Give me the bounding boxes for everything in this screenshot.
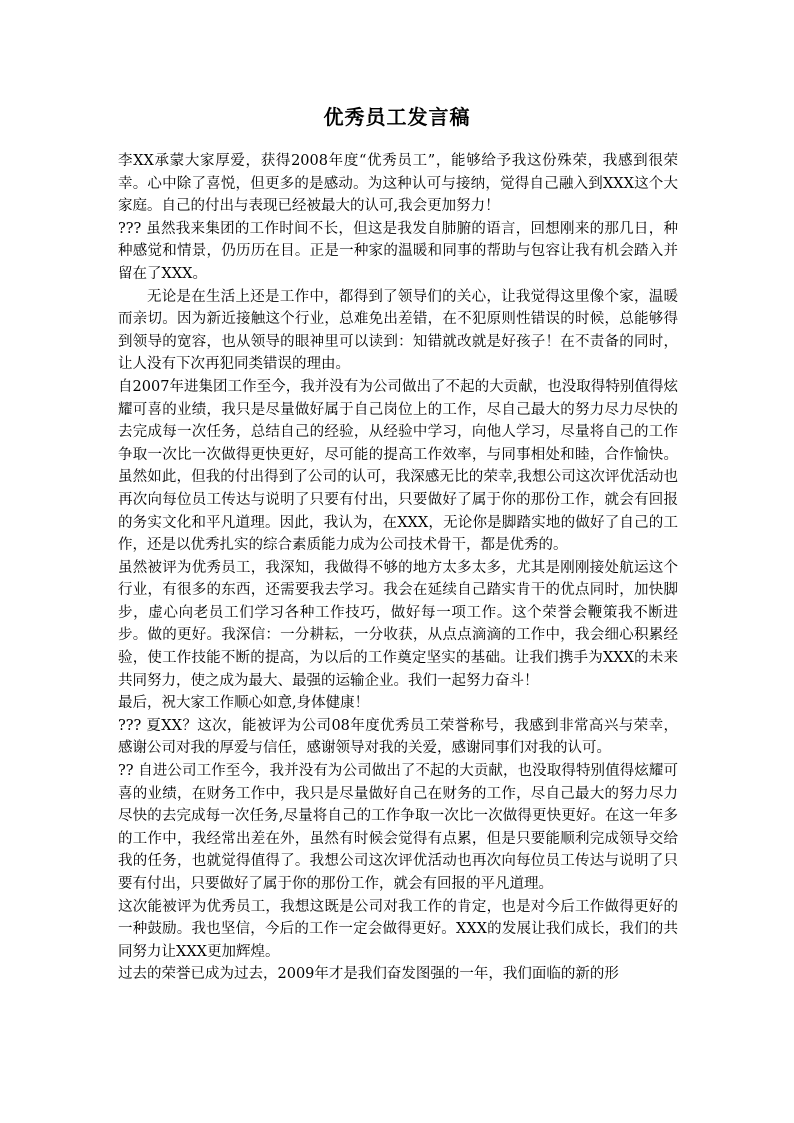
paragraph: 过去的荣誉已成为过去，2009年才是我们奋发图强的一年，我们面临的新的形 [118, 966, 619, 983]
document-body [118, 150, 678, 986]
document-title: 优秀员工发言稿 [323, 105, 471, 129]
paragraph: ??? 夏XX？这次，能被评为公司08年度优秀员工荣誉称号，我感到非常高兴与荣幸，感谢公司对我的厚爱与信任，感谢领导对我的关爱，感谢同事们对我的认可。 [118, 717, 678, 757]
paragraph: 虽然被评为优秀员工，我深知，我做得不够的地方太多太多，尤其是刚刚接处航运这个行业，有很多的东西，还需要我去学习。我会在延续自己踏实肯干的优点同时，加快脚步，虚心向老员工们学习各种工作技巧，做好每一项工作。这个荣誉会鞭策我不断进步。做的更好。我深信：一分耕耘，一分收获，从点点滴滴的工作中，我会细心积累经验，使工作技能不断的提高，为以后的工作奠定坚实的基础。让我们携手为XXX的未来共同努力，使之成为最大、最强的运输企业。我们一起努力奋斗！ [118, 559, 678, 689]
paragraph: ?? 自进公司工作至今，我并没有为公司做出了不起的大贡献，也没取得特别值得炫耀可喜的业绩，在财务工作中，我只是尽量做好自己在财务的工作，尽自己最大的努力尽力尽快的去完成每一次任务,尽量将自己的工作争取一次比一次做得更快更好。在这一年多的工作中，我经常出差在外，虽然有时候会觉得有点累，但是只要能顺利完成领导交给我的任务，也就觉得值得了。我想公司这次评优活动也再次向每位员工传达与说明了只要有付出，只要做好了属于你的那份工作，就会有回报的平凡道理。 [118, 763, 678, 892]
paragraph: 自2007年进集团工作至今，我并没有为公司做出了不起的大贡献，也没取得特别值得炫耀可喜的业绩，我只是尽量做好属于自己岗位上的工作，尽自己最大的努力尽力尽快的去完成每一次任务，总结自己的经验，从经验中学习，向他人学习，尽量将自己的工作争取一次比一次做得更快更好，尽可能的提高工作效率，与同事相处和睦，合作愉快。虽然如此，但我的付出得到了公司的认可，我深感无比的荣幸,我想公司这次评优活动也再次向每位员工传达与说明了只要有付出，只要做好了属于你的那份工作，就会有回报的务实文化和平凡道理。因此，我认为，在XXX，无论你是脚踏实地的做好了自己的工作，还是以优秀扎实的综合素质能力成为公司技术骨干，都是优秀的。 [118, 378, 678, 554]
paragraph: 这次能被评为优秀员工，我想这既是公司对我工作的肯定，也是对今后工作做得更好的一种鼓励。我也坚信，今后的工作一定会做得更好。XXX的发展让我们成长，我们的共同努力让XXX更加辉煌。 [118, 898, 678, 960]
paragraph: ??? 虽然我来集团的工作时间不长，但这是我发自肺腑的语言，回想刚来的那几日，种种感觉和情景，仍历历在目。正是一种家的温暖和同事的帮助与包容让我有机会踏入并留在了XXX。 [118, 220, 678, 282]
paragraph: 最后，祝大家工作顺心如意,身体健康！ [118, 695, 370, 712]
paragraph: 无论是在生活上还是工作中，都得到了领导们的关心，让我觉得这里像个家，温暖而亲切。因为新近接触这个行业，总难免出差错，在不犯原则性错误的时候，总能够得到领导的宽容，也从领导的眼神里可以读到：知错就改就是好孩子！在不责备的同时，让人没有下次再犯同类错误的理由。 [118, 288, 678, 373]
paragraph: 李XX承蒙大家厚爱，获得2008年度“优秀员工”，能够给予我这份殊荣，我感到很荣幸。心中除了喜悦，但更多的是感动。为这种认可与接纳，觉得自己融入到XXX这个大家庭。自己的付出与表现已经被最大的认可,我会更加努力！ [118, 153, 678, 215]
